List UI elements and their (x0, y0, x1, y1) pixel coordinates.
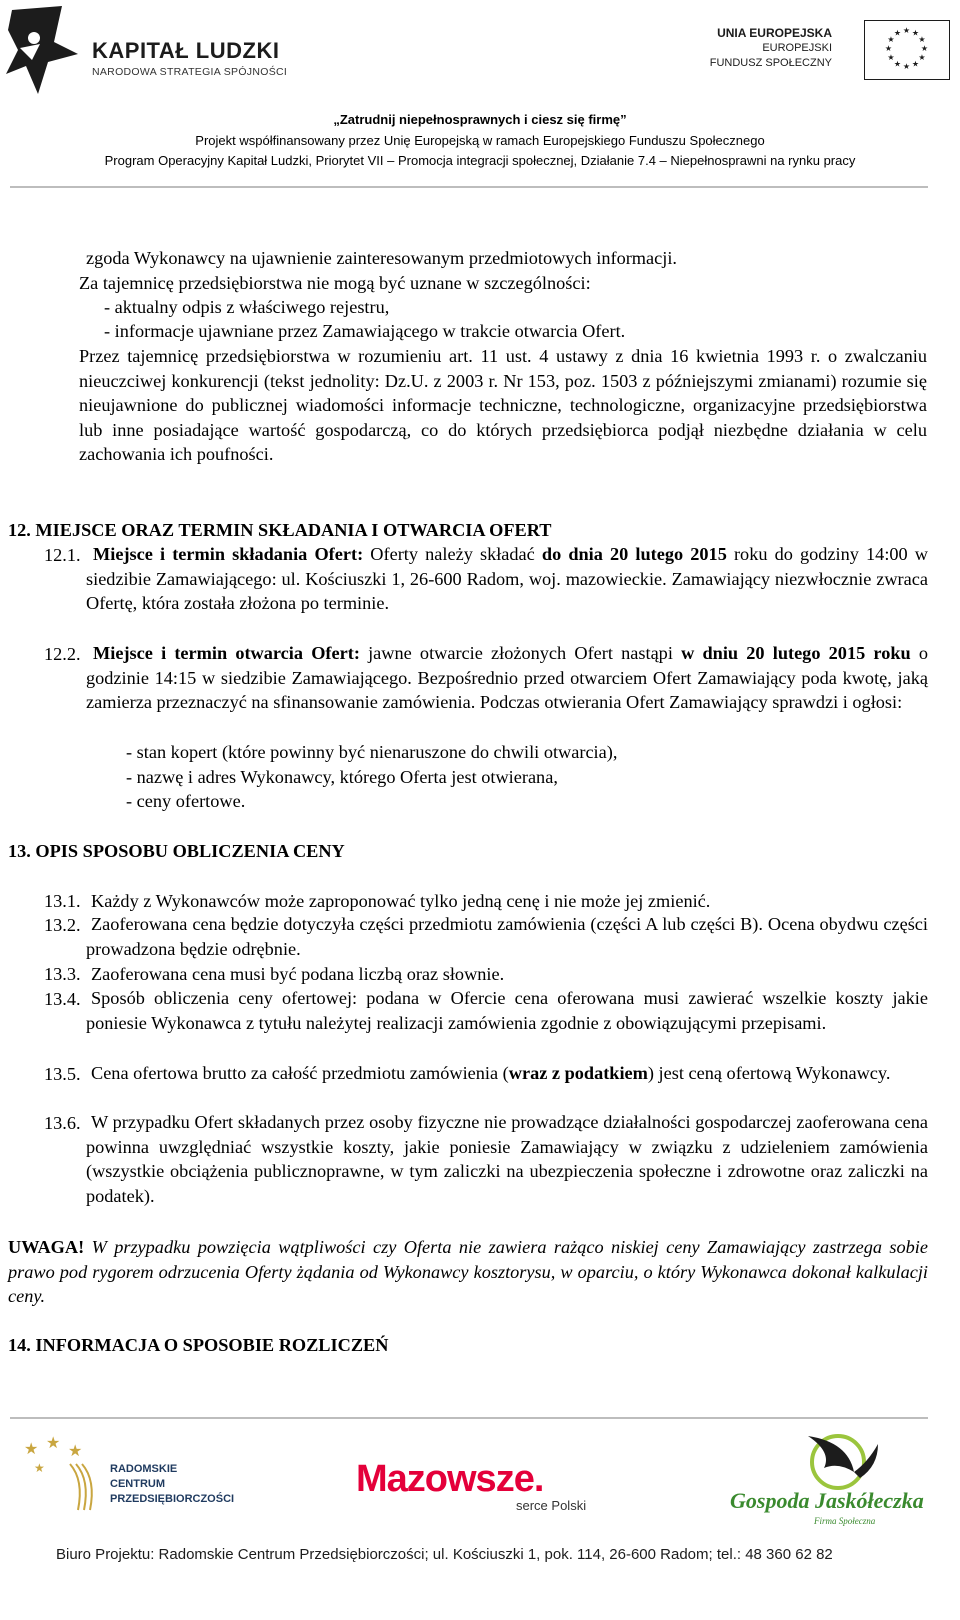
section-12-1-bold: Miejsce i termin składania Ofert: (93, 544, 364, 564)
svg-text:★: ★ (911, 59, 920, 69)
eu-line-3: FUNDUSZ SPOŁECZNY (709, 57, 832, 69)
svg-text:★: ★ (920, 44, 929, 53)
kapital-ludzki-title: KAPITAŁ LUDZKI (92, 38, 280, 63)
section-13-2-text: Zaoferowana cena będzie dotyczyła części przedmiotu zamówienia (części A lub części B). Ocena obydwu części prowadzona będzie odrębnie. (86, 914, 928, 959)
eu-stars-icon (865, 21, 948, 78)
section-12-heading: 12. MIEJSCE ORAZ TERMIN SKŁADANIA I OTWARCIA OFERT (8, 520, 552, 540)
rcp-line-1: RADOMSKIE (110, 1463, 178, 1475)
project-program: Program Operacyjny Kapitał Ludzki, Priorytet VII – Promocja integracji społecznej, Działanie 7.4 – Niepełnosprawni na rynku pracy (104, 153, 856, 168)
svg-text:★: ★ (893, 28, 902, 38)
project-cofinancing: Projekt współfinansowany przez Unię Europejską w ramach Europejskiego Funduszu Społecznego (195, 133, 765, 148)
mazowsze-logo (356, 1458, 596, 1518)
list-item: - ceny ofertowe. (126, 791, 246, 811)
warning-text: W przypadku powzięcia wątpliwości czy Oferta nie zawiera rażąco niskiej ceny Zamawiający zastrzega sobie prawo pod rygorem odrzucenia Oferty żądania od Wykonawcy kosztorysu, w oparciu, o który Wykonawca dokonał kalkulacji ceny. (8, 1237, 928, 1307)
eu-flag-icon (864, 20, 950, 80)
section-13-5-text (86, 1061, 928, 1086)
svg-text:★: ★ (893, 59, 902, 69)
svg-text:★: ★ (68, 1441, 83, 1460)
eu-logo (690, 20, 960, 86)
svg-text:★: ★ (918, 53, 926, 62)
mazowsze-wordmark: Mazowsze. (356, 1458, 544, 1500)
section-13-5-b: ) jest ceną ofertową Wykonawcy. (647, 1063, 891, 1083)
svg-text:★: ★ (24, 1439, 39, 1458)
project-office-info: Biuro Projektu: Radomskie Centrum Przedsiębiorczości; ul. Kościuszki 1, pok. 114, 26-600 Radom; tel.: 48 360 62 82 (56, 1546, 833, 1563)
section-13-5-a: Cena ofertowa brutto za całość przedmiotu zamówienia ( (91, 1063, 509, 1083)
svg-text:★: ★ (887, 35, 895, 44)
svg-text:★: ★ (884, 44, 893, 53)
svg-text:★: ★ (918, 35, 926, 44)
kapital-ludzki-star-icon (4, 4, 84, 96)
jaskoleczka-wordmark: Gospoda Jaskółeczka (730, 1488, 924, 1513)
page-header (0, 0, 960, 196)
section-13-5-number: 13.5. (44, 1064, 81, 1084)
rcp-stars-icon (20, 1434, 110, 1514)
section-12-1-deadline: do dnia 20 lutego 2015 (541, 544, 727, 564)
section-13-heading: 13. OPIS SPOSOBU OBLICZENIA CENY (8, 841, 345, 861)
paragraph-trade-secret-exclusions: Za tajemnicę przedsiębiorstwa nie mogą być uznane w szczególności: (79, 273, 591, 293)
section-12-2-b: o godzinie 14:15 w siedzibie Zamawiającego. Bezpośrednio przed otwarciem Ofert Zamawiający poda kwotę, jaką zamierza przeznaczyć na sfinansowanie zamówienia. Podczas otwierania Ofert Zamawiający sprawdzi i ogłosi: (86, 643, 929, 713)
eu-line-1: UNIA EUROPEJSKA (717, 26, 832, 40)
rcp-line-2: CENTRUM (110, 1478, 165, 1490)
header-divider (10, 186, 928, 188)
section-13-4-number: 13.4. (44, 989, 81, 1009)
eu-line-2: EUROPEJSKI (762, 42, 832, 54)
section-13-6-text: W przypadku Ofert składanych przez osoby fizyczne nie prowadzące działalności gospodarczej zaoferowana cena powinna uwzględniać wszystkie koszty, jakie poniesie Zamawiający w związku z udzieleniem zamówienia (wszystkie obciążenia publicznoprawne, w tym zaliczki na ubezpieczenia społeczne i zdrowotne oraz zaliczki na podatek). (86, 1112, 928, 1206)
section-13-4-text: Sposób obliczenia ceny ofertowej: podana w Ofercie cena oferowana musi zawierać wszelkie koszty jakie poniesie Wykonawca z tytułu należytej realizacji zamówienia zgodnie z obowiązującymi przepisami. (86, 988, 928, 1033)
list-item: - nazwę i adres Wykonawcy, którego Oferta jest otwierana, (126, 767, 558, 787)
section-13-3-text: Zaoferowana cena musi być podana liczbą oraz słownie. (91, 964, 505, 984)
project-title: „Zatrudnij niepełnosprawnych i ciesz się firmę” (333, 112, 627, 127)
jaskoleczka-tagline: Firma Społeczna (814, 1516, 876, 1526)
paragraph-trade-secret-definition: Przez tajemnicę przedsiębiorstwa w rozumieniu art. 11 ust. 4 ustawy z dnia 16 kwietnia 1993 r. o zwalczaniu nieuczciwej konkurencji (tekst jednolity: Dz.U. z 2003 r. Nr 153, poz. 1503 z późniejszymi zmianami) rozumie się nieujawnione do publicznej wiadomości informacje techniczne, technologiczne, organizacyjne przedsiębiorstwa lub inne posiadające wartość gospodarczą, co do których przedsiębiorca podjął niezbędne działania w celu zachowania ich poufności. (79, 346, 927, 465)
section-12-1-a: Oferty należy składać (363, 544, 542, 564)
rcp-line-3: PRZEDSIĘBIORCZOŚCI (110, 1493, 235, 1505)
eu-text (710, 26, 832, 71)
section-12-2-text (86, 641, 928, 715)
list-item: - stan kopert (które powinny być nienaruszone do chwili otwarcia), (126, 742, 618, 762)
svg-text:★: ★ (902, 26, 911, 35)
warning-paragraph (8, 1235, 928, 1309)
section-14-heading: 14. INFORMACJA O SPOSOBIE ROZLICZEŃ (8, 1335, 389, 1355)
section-13-5-tax: wraz z podatkiem (508, 1063, 648, 1083)
svg-text:★: ★ (902, 62, 911, 71)
section-13-3-number: 13.3. (44, 964, 81, 984)
section-12-2-a: jawne otwarcie złożonych Ofert nastąpi (359, 643, 682, 663)
svg-text:★: ★ (887, 53, 895, 62)
kapital-ludzki-subtitle: NARODOWA STRATEGIA SPÓJNOŚCI (92, 66, 288, 78)
section-12-2-number: 12.2. (44, 644, 81, 664)
section-12-1-number: 12.1. (44, 545, 81, 565)
list-item: - informacje ujawniane przez Zamawiającego w trakcie otwarcia Ofert. (104, 321, 626, 341)
mazowsze-tagline: serce Polski (516, 1498, 587, 1513)
rcp-logo (20, 1434, 240, 1514)
paragraph-consent: zgoda Wykonawcy na ujawnienie zainteresowanym przedmiotowych informacji. (86, 248, 677, 268)
list-item: - aktualny odpis z właściwego rejestru, (104, 297, 390, 317)
section-12-1-text (86, 542, 928, 616)
swallow-icon (728, 1432, 928, 1492)
svg-text:★: ★ (46, 1434, 61, 1452)
section-12-2-opening-date: w dniu 20 lutego 2015 roku (681, 643, 911, 663)
section-13-2-number: 13.2. (44, 915, 81, 935)
section-12-2-bold: Miejsce i termin otwarcia Ofert: (93, 643, 360, 663)
rcp-text (110, 1462, 234, 1507)
footer-divider (10, 1417, 928, 1419)
kapital-ludzki-logo (4, 4, 294, 94)
warning-label: UWAGA! (8, 1237, 85, 1257)
svg-text:★: ★ (34, 1461, 45, 1475)
section-13-6-number: 13.6. (44, 1113, 81, 1133)
svg-text:★: ★ (911, 28, 920, 38)
section-13-1-number: 13.1. (44, 891, 81, 911)
section-12-1-b: roku do godziny 14:00 w siedzibie Zamawiającego: ul. Kościuszki 1, 26-600 Radom, woj. mazowieckie. Zamawiający niezwłocznie zwraca Ofertę, która została złożona po terminie. (86, 544, 929, 614)
jaskoleczka-logo (728, 1432, 928, 1532)
section-13-1-text: Każdy z Wykonawców może zaproponować tylko jedną cenę i nie może jej zmienić. (91, 891, 711, 911)
